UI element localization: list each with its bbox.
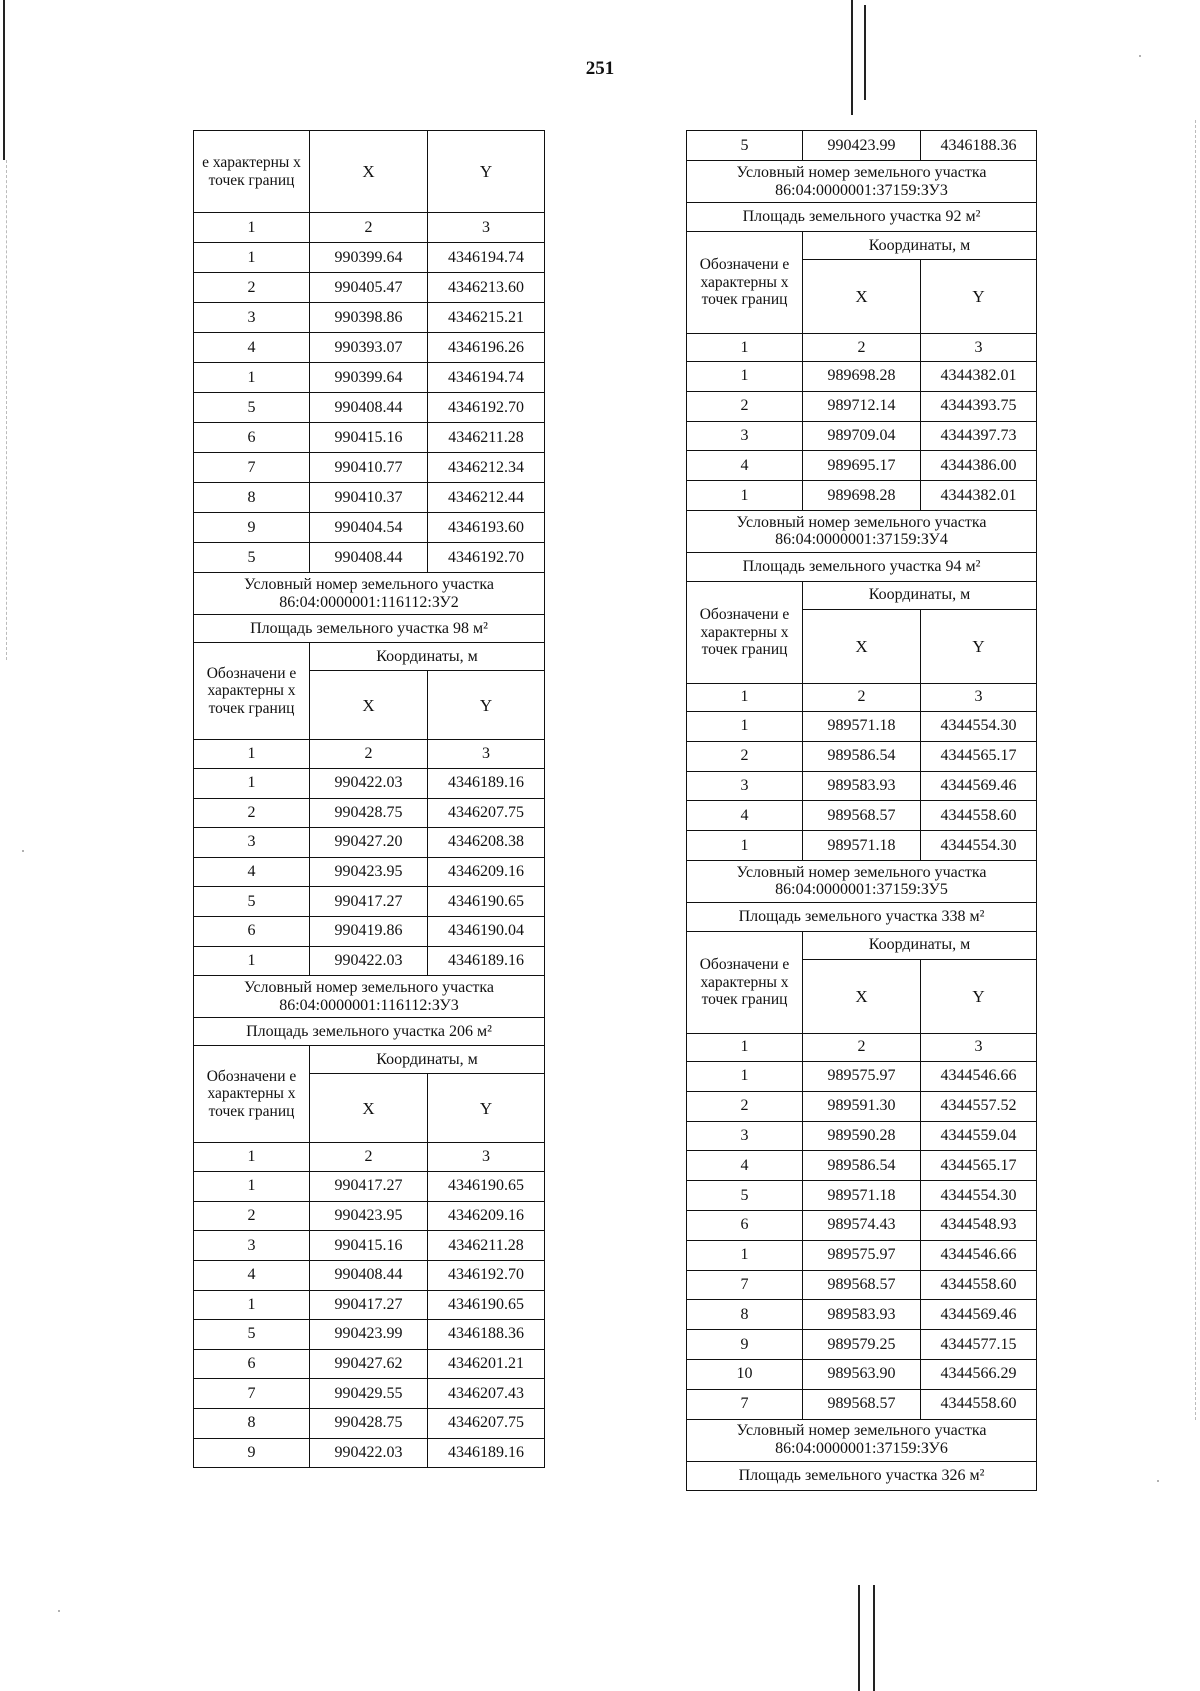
x-coordinate: 989571.18 xyxy=(803,831,921,861)
y-coordinate: 4344382.01 xyxy=(921,362,1037,392)
coordinate-row xyxy=(687,1210,1037,1240)
scan-speck xyxy=(22,850,24,852)
x-coordinate: 990399.64 xyxy=(310,243,428,273)
y-coordinate: 4344569.46 xyxy=(921,1300,1037,1330)
x-coordinate: 990393.07 xyxy=(310,333,428,363)
point-number: 6 xyxy=(194,1349,310,1379)
coordinate-row xyxy=(194,1201,545,1231)
scan-edge xyxy=(6,160,7,660)
y-coordinate: 4344397.73 xyxy=(921,421,1037,451)
x-coordinate: 989568.57 xyxy=(803,1270,921,1300)
parcel-area: Площадь земельного участка 338 м² xyxy=(687,902,1037,931)
coordinate-row xyxy=(194,243,545,273)
y-coordinate: 4346190.04 xyxy=(428,916,545,946)
point-number: 9 xyxy=(194,1438,310,1468)
coordinate-row xyxy=(194,946,545,976)
x-coordinate: 989574.43 xyxy=(803,1210,921,1240)
coordinate-row xyxy=(687,831,1037,861)
header-row xyxy=(194,643,545,671)
page-number: 251 xyxy=(585,58,615,79)
x-coordinate: 990422.03 xyxy=(310,946,428,976)
point-number: 8 xyxy=(687,1300,803,1330)
y-coordinate: 4344577.15 xyxy=(921,1330,1037,1360)
column-index: 2 xyxy=(310,213,428,243)
x-coordinate: 990422.03 xyxy=(310,1438,428,1468)
header-row xyxy=(687,232,1037,260)
point-number: 4 xyxy=(687,451,803,481)
x-coordinate: 989586.54 xyxy=(803,741,921,771)
point-number: 7 xyxy=(687,1389,803,1419)
y-coordinate: 4344558.60 xyxy=(921,1270,1037,1300)
x-coordinate: 989571.18 xyxy=(803,711,921,741)
point-number: 5 xyxy=(687,1181,803,1211)
x-coordinate: 990427.62 xyxy=(310,1349,428,1379)
x-header: X xyxy=(310,131,428,213)
coordinates-header: Координаты, м xyxy=(803,931,1037,959)
column-index: 1 xyxy=(194,213,310,243)
x-header: X xyxy=(310,1074,428,1143)
column-index-row xyxy=(687,683,1037,711)
point-number: 1 xyxy=(687,831,803,861)
header-row xyxy=(687,581,1037,609)
point-number: 1 xyxy=(194,769,310,799)
point-number: 7 xyxy=(194,1379,310,1409)
x-coordinate: 990423.95 xyxy=(310,1201,428,1231)
parcel-number: Условный номер земельного участка 86:04:0000001:116112:ЗУ3 xyxy=(194,976,545,1018)
coordinate-row xyxy=(687,741,1037,771)
y-header: Y xyxy=(921,609,1037,683)
coordinate-row xyxy=(194,857,545,887)
y-header: Y xyxy=(428,671,545,740)
column-index: 1 xyxy=(687,1033,803,1061)
coordinate-row xyxy=(687,1091,1037,1121)
y-coordinate: 4346207.43 xyxy=(428,1379,545,1409)
point-designation-header: е характерны х точек границ xyxy=(194,131,310,213)
point-number: 6 xyxy=(687,1210,803,1240)
point-number: 3 xyxy=(194,828,310,858)
coordinate-row xyxy=(194,363,545,393)
column-index: 3 xyxy=(921,683,1037,711)
x-coordinate: 990429.55 xyxy=(310,1379,428,1409)
parcel-area-row xyxy=(194,1018,545,1046)
coordinate-row xyxy=(194,1408,545,1438)
y-coordinate: 4344546.66 xyxy=(921,1061,1037,1091)
y-coordinate: 4346190.65 xyxy=(428,1290,545,1320)
point-number: 1 xyxy=(194,363,310,393)
y-coordinate: 4346212.44 xyxy=(428,483,545,513)
y-coordinate: 4344557.52 xyxy=(921,1091,1037,1121)
y-coordinate: 4346207.75 xyxy=(428,798,545,828)
y-coordinate: 4346208.38 xyxy=(428,828,545,858)
parcel-area: Площадь земельного участка 94 м² xyxy=(687,552,1037,581)
y-coordinate: 4346190.65 xyxy=(428,1172,545,1202)
coordinate-row xyxy=(687,1240,1037,1270)
y-coordinate: 4344554.30 xyxy=(921,711,1037,741)
y-coordinate: 4346213.60 xyxy=(428,273,545,303)
parcel-title-row xyxy=(194,976,545,1018)
x-coordinate: 989571.18 xyxy=(803,1181,921,1211)
y-coordinate: 4346192.70 xyxy=(428,543,545,573)
binding-line xyxy=(3,0,5,160)
point-number: 1 xyxy=(194,1290,310,1320)
point-number: 2 xyxy=(687,391,803,421)
y-coordinate: 4344565.17 xyxy=(921,741,1037,771)
point-number: 1 xyxy=(687,1240,803,1270)
coordinate-row xyxy=(687,771,1037,801)
y-coordinate: 4346189.16 xyxy=(428,769,545,799)
point-number: 9 xyxy=(194,513,310,543)
column-index: 2 xyxy=(803,334,921,362)
coordinate-row xyxy=(194,1290,545,1320)
x-coordinate: 990408.44 xyxy=(310,1260,428,1290)
column-index: 3 xyxy=(428,1143,545,1172)
coordinate-row xyxy=(687,131,1037,161)
y-header: Y xyxy=(921,260,1037,334)
scan-speck xyxy=(1157,1480,1159,1482)
y-coordinate: 4344569.46 xyxy=(921,771,1037,801)
x-coordinate: 990417.27 xyxy=(310,887,428,917)
column-index: 2 xyxy=(803,1033,921,1061)
point-number: 6 xyxy=(194,423,310,453)
coordinate-row xyxy=(687,1061,1037,1091)
point-number: 3 xyxy=(194,1231,310,1261)
x-coordinate: 990408.44 xyxy=(310,543,428,573)
coordinate-row xyxy=(194,1379,545,1409)
coordinate-row xyxy=(194,1438,545,1468)
y-header: Y xyxy=(428,1074,545,1143)
point-designation-header: Обозначени е характерны х точек границ xyxy=(194,1046,310,1143)
column-index: 1 xyxy=(687,334,803,362)
point-number: 2 xyxy=(194,273,310,303)
column-index: 1 xyxy=(687,683,803,711)
x-coordinate: 989583.93 xyxy=(803,771,921,801)
x-coordinate: 990410.77 xyxy=(310,453,428,483)
coordinates-table-left xyxy=(193,130,545,1468)
x-coordinate: 989695.17 xyxy=(803,451,921,481)
x-header: X xyxy=(803,959,921,1033)
binding-line xyxy=(873,1585,875,1691)
coordinate-row xyxy=(687,1389,1037,1419)
y-header: Y xyxy=(921,959,1037,1033)
point-number: 4 xyxy=(687,1151,803,1181)
y-coordinate: 4346188.36 xyxy=(428,1320,545,1350)
x-coordinate: 989568.57 xyxy=(803,1389,921,1419)
parcel-title-row xyxy=(194,573,545,615)
y-coordinate: 4346194.74 xyxy=(428,243,545,273)
parcel-number: Условный номер земельного участка 86:04:0000001:37159:ЗУ6 xyxy=(687,1419,1037,1461)
y-coordinate: 4346215.21 xyxy=(428,303,545,333)
coordinate-row xyxy=(194,333,545,363)
x-coordinate: 990405.47 xyxy=(310,273,428,303)
point-number: 1 xyxy=(687,711,803,741)
coordinate-row xyxy=(194,303,545,333)
y-coordinate: 4344393.75 xyxy=(921,391,1037,421)
point-number: 3 xyxy=(687,1121,803,1151)
x-coordinate: 989563.90 xyxy=(803,1359,921,1389)
coordinate-row xyxy=(194,798,545,828)
y-coordinate: 4344559.04 xyxy=(921,1121,1037,1151)
coordinate-row xyxy=(194,393,545,423)
coordinate-row xyxy=(194,273,545,303)
x-coordinate: 990417.27 xyxy=(310,1172,428,1202)
y-coordinate: 4346211.28 xyxy=(428,1231,545,1261)
parcel-area: Площадь земельного участка 98 м² xyxy=(194,615,545,643)
point-number: 8 xyxy=(194,1408,310,1438)
point-number: 8 xyxy=(194,483,310,513)
y-coordinate: 4346192.70 xyxy=(428,393,545,423)
x-coordinate: 990408.44 xyxy=(310,393,428,423)
column-index: 3 xyxy=(428,213,545,243)
coordinate-row xyxy=(194,1320,545,1350)
coordinates-header: Координаты, м xyxy=(803,232,1037,260)
binding-line xyxy=(858,1585,860,1691)
parcel-area-row xyxy=(687,1461,1037,1490)
coordinates-header: Координаты, м xyxy=(803,581,1037,609)
y-coordinate: 4346189.16 xyxy=(428,946,545,976)
point-number: 3 xyxy=(687,771,803,801)
x-coordinate: 989698.28 xyxy=(803,481,921,511)
x-coordinate: 989575.97 xyxy=(803,1240,921,1270)
point-designation-header: Обозначени е характерны х точек границ xyxy=(687,931,803,1033)
column-index: 2 xyxy=(310,740,428,769)
y-coordinate: 4344554.30 xyxy=(921,1181,1037,1211)
x-coordinate: 990428.75 xyxy=(310,1408,428,1438)
scan-speck xyxy=(58,1610,60,1612)
point-number: 5 xyxy=(687,131,803,161)
column-index-row xyxy=(687,334,1037,362)
coordinate-row xyxy=(687,1151,1037,1181)
x-coordinate: 990398.86 xyxy=(310,303,428,333)
coordinate-row xyxy=(194,916,545,946)
y-coordinate: 4344554.30 xyxy=(921,831,1037,861)
x-coordinate: 990419.86 xyxy=(310,916,428,946)
y-coordinate: 4344382.01 xyxy=(921,481,1037,511)
x-coordinate: 989575.97 xyxy=(803,1061,921,1091)
scan-speck xyxy=(1139,55,1141,57)
point-designation-header: Обозначени е характерны х точек границ xyxy=(194,643,310,740)
column-index: 1 xyxy=(194,740,310,769)
column-index: 2 xyxy=(310,1143,428,1172)
coordinate-row xyxy=(194,543,545,573)
point-number: 7 xyxy=(687,1270,803,1300)
x-coordinate: 989568.57 xyxy=(803,801,921,831)
coordinate-row xyxy=(687,481,1037,511)
coordinates-header: Координаты, м xyxy=(310,1046,545,1074)
x-coordinate: 990423.99 xyxy=(803,131,921,161)
point-number: 2 xyxy=(194,798,310,828)
column-index-row xyxy=(194,1143,545,1172)
x-coordinate: 990423.99 xyxy=(310,1320,428,1350)
point-number: 4 xyxy=(194,857,310,887)
y-coordinate: 4346212.34 xyxy=(428,453,545,483)
x-coordinate: 990410.37 xyxy=(310,483,428,513)
coordinate-row xyxy=(687,391,1037,421)
binding-line xyxy=(851,0,853,115)
y-header: Y xyxy=(428,131,545,213)
coordinate-row xyxy=(687,421,1037,451)
y-coordinate: 4346209.16 xyxy=(428,857,545,887)
point-number: 1 xyxy=(687,481,803,511)
y-coordinate: 4346209.16 xyxy=(428,1201,545,1231)
column-index: 3 xyxy=(921,1033,1037,1061)
x-coordinate: 989586.54 xyxy=(803,1151,921,1181)
column-index: 3 xyxy=(921,334,1037,362)
parcel-title-row xyxy=(687,161,1037,203)
coordinate-row xyxy=(687,362,1037,392)
parcel-title-row xyxy=(687,1419,1037,1461)
x-coordinate: 990417.27 xyxy=(310,1290,428,1320)
y-coordinate: 4346188.36 xyxy=(921,131,1037,161)
coordinate-row xyxy=(194,1349,545,1379)
coordinate-row xyxy=(194,453,545,483)
column-index: 2 xyxy=(803,683,921,711)
point-number: 5 xyxy=(194,1320,310,1350)
y-coordinate: 4346196.26 xyxy=(428,333,545,363)
point-number: 9 xyxy=(687,1330,803,1360)
parcel-title-row xyxy=(687,860,1037,902)
coordinate-row xyxy=(194,769,545,799)
header-row xyxy=(687,931,1037,959)
coordinate-row xyxy=(194,1260,545,1290)
y-coordinate: 4344558.60 xyxy=(921,801,1037,831)
coordinate-row xyxy=(687,801,1037,831)
y-coordinate: 4346189.16 xyxy=(428,1438,545,1468)
point-number: 3 xyxy=(194,303,310,333)
point-number: 1 xyxy=(687,362,803,392)
x-header: X xyxy=(803,260,921,334)
coordinates-table-right xyxy=(686,130,1037,1491)
x-coordinate: 990427.20 xyxy=(310,828,428,858)
x-coordinate: 990422.03 xyxy=(310,769,428,799)
coordinate-row xyxy=(194,483,545,513)
x-header: X xyxy=(803,609,921,683)
y-coordinate: 4346193.60 xyxy=(428,513,545,543)
coordinate-row xyxy=(687,1359,1037,1389)
coordinate-row xyxy=(687,1270,1037,1300)
coordinate-row xyxy=(687,1181,1037,1211)
x-coordinate: 989591.30 xyxy=(803,1091,921,1121)
y-coordinate: 4346190.65 xyxy=(428,887,545,917)
point-number: 4 xyxy=(194,1260,310,1290)
column-index-row xyxy=(194,213,545,243)
x-coordinate: 990423.95 xyxy=(310,857,428,887)
column-index-row xyxy=(687,1033,1037,1061)
parcel-number: Условный номер земельного участка 86:04:0000001:37159:ЗУ5 xyxy=(687,860,1037,902)
x-coordinate: 989709.04 xyxy=(803,421,921,451)
y-coordinate: 4344566.29 xyxy=(921,1359,1037,1389)
x-coordinate: 990428.75 xyxy=(310,798,428,828)
coordinate-row xyxy=(194,828,545,858)
parcel-title-row xyxy=(687,510,1037,552)
point-designation-header: Обозначени е характерны х точек границ xyxy=(687,581,803,683)
parcel-area-row xyxy=(687,552,1037,581)
point-number: 4 xyxy=(687,801,803,831)
y-coordinate: 4346192.70 xyxy=(428,1260,545,1290)
point-number: 1 xyxy=(687,1061,803,1091)
x-coordinate: 989698.28 xyxy=(803,362,921,392)
point-number: 2 xyxy=(687,1091,803,1121)
column-index: 3 xyxy=(428,740,545,769)
point-number: 2 xyxy=(687,741,803,771)
y-coordinate: 4346211.28 xyxy=(428,423,545,453)
point-number: 7 xyxy=(194,453,310,483)
header-row xyxy=(194,131,545,213)
parcel-area: Площадь земельного участка 92 м² xyxy=(687,203,1037,232)
point-number: 5 xyxy=(194,393,310,423)
point-number: 5 xyxy=(194,543,310,573)
coordinate-row xyxy=(194,423,545,453)
y-coordinate: 4344386.00 xyxy=(921,451,1037,481)
y-coordinate: 4346194.74 xyxy=(428,363,545,393)
point-number: 3 xyxy=(687,421,803,451)
column-index-row xyxy=(194,740,545,769)
point-number: 1 xyxy=(194,1172,310,1202)
parcel-number: Условный номер земельного участка 86:04:0000001:116112:ЗУ2 xyxy=(194,573,545,615)
y-coordinate: 4346207.75 xyxy=(428,1408,545,1438)
coordinate-row xyxy=(194,887,545,917)
y-coordinate: 4344546.66 xyxy=(921,1240,1037,1270)
x-coordinate: 989712.14 xyxy=(803,391,921,421)
y-coordinate: 4344558.60 xyxy=(921,1389,1037,1419)
x-coordinate: 990404.54 xyxy=(310,513,428,543)
binding-line xyxy=(864,5,866,100)
coordinate-row xyxy=(687,1121,1037,1151)
point-number: 6 xyxy=(194,916,310,946)
point-number: 2 xyxy=(194,1201,310,1231)
parcel-area-row xyxy=(687,902,1037,931)
coordinate-row xyxy=(687,711,1037,741)
point-number: 4 xyxy=(194,333,310,363)
parcel-number: Условный номер земельного участка 86:04:0000001:37159:ЗУ4 xyxy=(687,510,1037,552)
coordinate-row xyxy=(687,1330,1037,1360)
header-row xyxy=(194,1046,545,1074)
coordinate-row xyxy=(194,513,545,543)
coordinate-row xyxy=(194,1231,545,1261)
y-coordinate: 4344548.93 xyxy=(921,1210,1037,1240)
x-coordinate: 989590.28 xyxy=(803,1121,921,1151)
x-coordinate: 990415.16 xyxy=(310,1231,428,1261)
x-coordinate: 989579.25 xyxy=(803,1330,921,1360)
y-coordinate: 4344565.17 xyxy=(921,1151,1037,1181)
coordinates-header: Координаты, м xyxy=(310,643,545,671)
scan-edge xyxy=(1195,120,1196,1420)
x-coordinate: 990399.64 xyxy=(310,363,428,393)
x-header: X xyxy=(310,671,428,740)
parcel-area: Площадь земельного участка 206 м² xyxy=(194,1018,545,1046)
parcel-area: Площадь земельного участка 326 м² xyxy=(687,1461,1037,1490)
x-coordinate: 989583.93 xyxy=(803,1300,921,1330)
coordinate-row xyxy=(687,1300,1037,1330)
y-coordinate: 4346201.21 xyxy=(428,1349,545,1379)
point-number: 5 xyxy=(194,887,310,917)
point-number: 1 xyxy=(194,946,310,976)
coordinate-row xyxy=(687,451,1037,481)
point-number: 1 xyxy=(194,243,310,273)
x-coordinate: 990415.16 xyxy=(310,423,428,453)
point-designation-header: Обозначени е характерны х точек границ xyxy=(687,232,803,334)
coordinate-row xyxy=(194,1172,545,1202)
parcel-number: Условный номер земельного участка 86:04:0000001:37159:ЗУ3 xyxy=(687,161,1037,203)
point-number: 10 xyxy=(687,1359,803,1389)
parcel-area-row xyxy=(194,615,545,643)
parcel-area-row xyxy=(687,203,1037,232)
column-index: 1 xyxy=(194,1143,310,1172)
